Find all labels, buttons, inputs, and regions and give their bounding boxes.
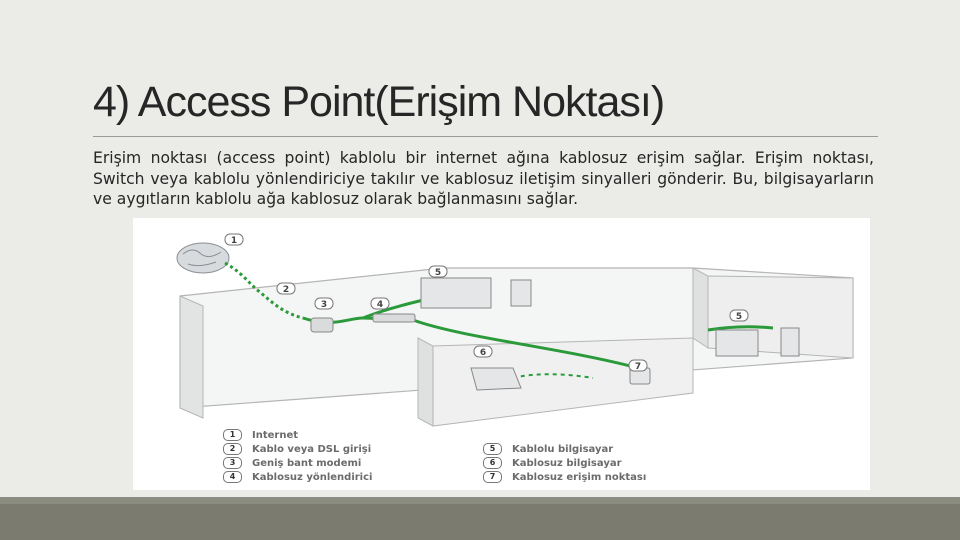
right-monitor-icon [716, 330, 758, 356]
legend-label: Kablosuz yönlendirici [252, 472, 373, 483]
modem-icon [311, 318, 333, 332]
laptop-icon [471, 368, 521, 390]
legend-number: 1 [223, 429, 242, 441]
partition-right [693, 268, 708, 348]
legend-item [223, 443, 371, 456]
router-icon [373, 314, 415, 322]
callout-label-2: 2 [282, 285, 290, 295]
legend-label: Kablosuz bilgisayar [512, 458, 622, 469]
legend-label: Kablosuz erişim noktası [512, 472, 647, 483]
legend-item [483, 471, 646, 484]
legend-item [483, 443, 613, 456]
partition-center [418, 338, 433, 426]
callout-label-5b: 5 [735, 312, 743, 322]
legend-item [223, 429, 298, 442]
legend-label: Kablo veya DSL girişi [252, 444, 372, 455]
callout-label-7: 7 [634, 362, 642, 372]
legend-number: 2 [223, 443, 242, 455]
network-diagram [133, 218, 870, 490]
legend-item [483, 457, 622, 470]
globe-icon [177, 243, 229, 273]
room-left-wall [180, 296, 203, 418]
legend-number: 3 [223, 457, 242, 469]
callout-label-1: 1 [230, 236, 238, 246]
legend-item [223, 471, 372, 484]
pc-tower-icon [511, 280, 531, 306]
right-pc-tower-icon [781, 328, 799, 356]
callout-label-3: 3 [320, 300, 328, 310]
legend-number: 6 [483, 457, 502, 469]
slide-body-text: Erişim noktası (access point) kablolu bir internet ağına kablosuz erişim sağlar. Erişim noktası, Switch veya kablolu yönlendiriciye takılır ve kablosuz iletişim sinyalleri gönderir. Bu, bilgisayarların ve aygıtların kablolu ağa kablosuz olarak bağlanmasını sağlar. [93, 149, 874, 208]
callout-label-5a: 5 [434, 268, 442, 278]
legend-label: Internet [252, 430, 299, 441]
footer-accent-strip [0, 497, 960, 504]
legend-label: Geniş bant modemi [252, 458, 362, 469]
callout-label-4: 4 [376, 300, 384, 310]
legend-item [223, 457, 361, 470]
title-divider [93, 136, 878, 137]
monitor-icon [421, 278, 491, 308]
legend-number: 5 [483, 443, 502, 455]
legend-label: Kablolu bilgisayar [512, 444, 614, 455]
legend-number: 7 [483, 471, 502, 483]
callout-label-6: 6 [479, 348, 487, 358]
slide-title: 4) Access Point(Erişim Noktası) [93, 78, 665, 126]
legend-number: 4 [223, 471, 242, 483]
